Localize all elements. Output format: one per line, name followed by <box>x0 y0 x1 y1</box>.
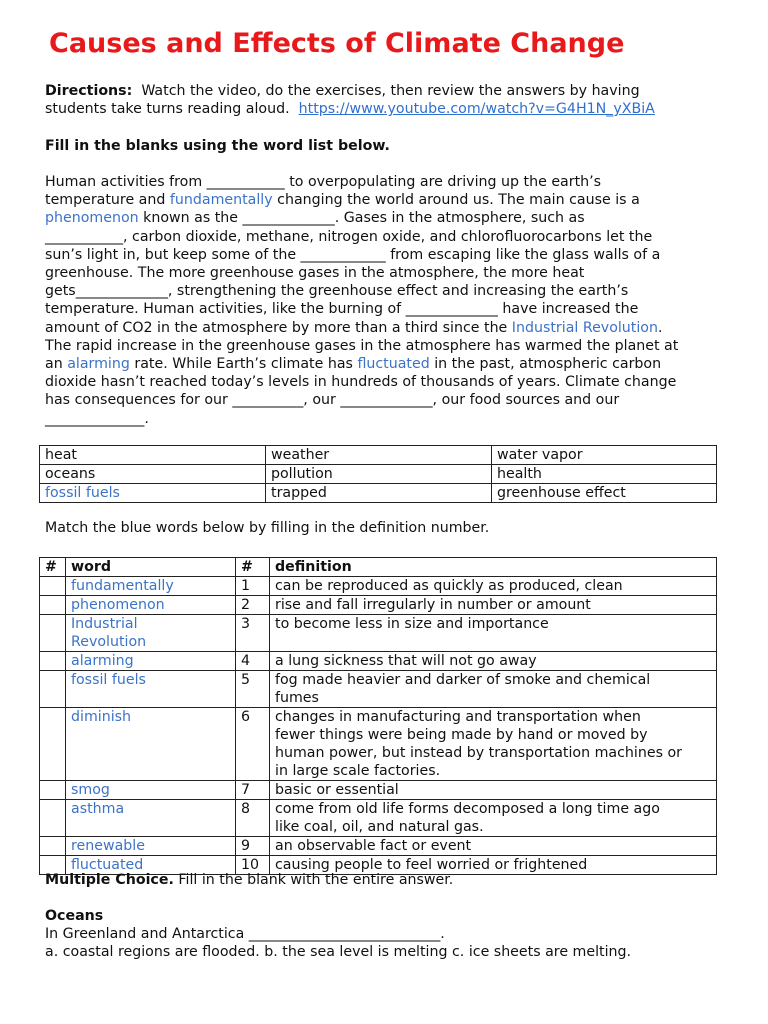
word-cell <box>66 800 236 837</box>
definition-row <box>40 577 717 596</box>
vocab-word: phenomenon <box>71 597 165 613</box>
passage-text: ______________. <box>45 410 149 427</box>
definition-text <box>270 652 717 671</box>
header-number: # <box>40 558 66 577</box>
definition-number: 9 <box>236 837 270 856</box>
definition-text <box>270 781 717 800</box>
word-list-cell: fossil fuels <box>40 484 266 503</box>
vocab-word: phenomenon <box>45 210 139 227</box>
video-link[interactable]: https://www.youtube.com/watch?v=G4H1N_yXBiA <box>298 101 655 118</box>
answer-number-cell[interactable] <box>40 671 66 708</box>
definition-number: 1 <box>236 577 270 596</box>
definition-table-header <box>40 558 717 577</box>
vocab-word: asthma <box>71 801 125 817</box>
definition-row <box>40 671 717 708</box>
definition-table <box>39 557 717 875</box>
passage-line <box>45 300 735 318</box>
vocab-word: alarming <box>71 653 134 669</box>
definition-number: 2 <box>236 596 270 615</box>
answer-number-cell[interactable] <box>40 837 66 856</box>
passage-text: an <box>45 356 68 373</box>
definition-row <box>40 708 717 781</box>
vocab-word: fossil fuels <box>71 672 146 688</box>
word-cell <box>66 781 236 800</box>
word-cell <box>66 671 236 708</box>
header-def-number: # <box>236 558 270 577</box>
directions <box>45 82 745 118</box>
definition-line: rise and fall irregularly in number or amount <box>275 597 591 613</box>
multiple-choice-heading <box>45 871 453 889</box>
passage-line <box>45 191 735 209</box>
definition-number: 4 <box>236 652 270 671</box>
passage-text: temperature. Human activities, like the burning of _____________ have increased the <box>45 301 639 318</box>
question-title: Oceans <box>45 908 104 924</box>
word-cell <box>66 708 236 781</box>
word-list-cell: heat <box>40 446 266 465</box>
passage-text: amount of CO2 in the atmosphere by more than a third since the <box>45 319 512 336</box>
definition-line: changes in manufacturing and transportation when <box>275 709 641 725</box>
definition-text <box>270 671 717 708</box>
passage-line <box>45 319 735 337</box>
word-cell <box>66 615 236 652</box>
header-definition: definition <box>270 558 717 577</box>
word-cell <box>66 577 236 596</box>
vocab-word: Industrial Revolution <box>511 319 658 336</box>
definition-line: human power, but instead by transportation machines or <box>275 745 682 761</box>
vocab-word: Revolution <box>71 634 147 650</box>
passage-line <box>45 228 735 246</box>
definition-row <box>40 781 717 800</box>
definition-number: 8 <box>236 800 270 837</box>
passage-text: rate. While Earth’s climate has <box>129 356 358 373</box>
answer-number-cell[interactable] <box>40 800 66 837</box>
vocab-word: smog <box>71 782 110 798</box>
definition-row <box>40 652 717 671</box>
answer-number-cell[interactable] <box>40 708 66 781</box>
definition-number: 6 <box>236 708 270 781</box>
passage-text: . <box>657 319 663 336</box>
answer-number-cell[interactable] <box>40 615 66 652</box>
passage-text: dioxide hasn’t reached today’s levels in hundreds of thousands of years. Climate change <box>45 374 677 391</box>
fill-in-passage <box>45 173 735 428</box>
passage-text: temperature and <box>45 192 170 209</box>
definition-number: 5 <box>236 671 270 708</box>
passage-text: The rapid increase in the greenhouse gases in the atmosphere has warmed the planet at <box>45 337 679 354</box>
definition-line: fewer things were being made by hand or moved by <box>275 727 648 743</box>
passage-text: greenhouse. The more greenhouse gases in the atmosphere, the more heat <box>45 265 585 282</box>
fill-in-heading: Fill in the blanks using the word list below. <box>45 138 390 154</box>
definition-text <box>270 708 717 781</box>
vocab-word: fluctuated <box>71 857 144 873</box>
passage-text: has consequences for our __________, our _____________, our food sources and our <box>45 392 620 409</box>
directions-label: Directions: <box>45 83 133 99</box>
passage-text: gets_____________, strengthening the greenhouse effect and increasing the earth’s <box>45 283 629 300</box>
multiple-choice-label: Multiple Choice. <box>45 872 174 888</box>
passage-line <box>45 173 735 191</box>
definition-line: can be reproduced as quickly as produced, clean <box>275 578 623 594</box>
vocab-word: fundamentally <box>169 192 273 209</box>
definition-number: 7 <box>236 781 270 800</box>
definition-line: come from old life forms decomposed a long time ago <box>275 801 660 817</box>
answer-number-cell[interactable] <box>40 652 66 671</box>
definition-text <box>270 837 717 856</box>
definition-text <box>270 615 717 652</box>
passage-line <box>45 337 735 355</box>
vocab-word: Industrial <box>71 616 138 632</box>
word-list-cell: health <box>492 465 717 484</box>
definition-number: 3 <box>236 615 270 652</box>
directions-text: Watch the video, do the exercises, then review the answers by having <box>141 83 640 99</box>
question-text: In Greenland and Antarctica ___________________________. <box>45 926 445 942</box>
definition-number: 10 <box>236 856 270 875</box>
passage-text: ___________, carbon dioxide, methane, nitrogen oxide, and chlorofluorocarbons let the <box>45 228 653 245</box>
word-list-cell: pollution <box>266 465 492 484</box>
vocab-word: renewable <box>71 838 145 854</box>
passage-text: Human activities from ___________ to overpopulating are driving up the earth’s <box>45 174 602 190</box>
word-list-row <box>40 446 717 465</box>
vocab-word: fluctuated <box>357 356 430 373</box>
passage-line <box>45 264 735 282</box>
directions-text-2: students take turns reading aloud. <box>45 101 290 118</box>
passage-line <box>45 282 735 300</box>
vocab-word: alarming <box>67 356 130 373</box>
word-list-cell: weather <box>266 446 492 465</box>
definition-line: to become less in size and importance <box>275 616 549 632</box>
question-choices: a. coastal regions are flooded. b. the sea level is melting c. ice sheets are melting. <box>45 944 632 960</box>
passage-text: changing the world around us. The main cause is a <box>272 192 640 209</box>
definition-line: a lung sickness that will not go away <box>275 653 537 669</box>
definition-row <box>40 615 717 652</box>
word-list-cell: water vapor <box>492 446 717 465</box>
answer-number-cell[interactable] <box>40 781 66 800</box>
passage-text: known as the _____________. Gases in the atmosphere, such as <box>138 210 585 227</box>
passage-line <box>45 410 735 428</box>
passage-line <box>45 209 735 227</box>
word-list-cell: oceans <box>40 465 266 484</box>
definition-line: in large scale factories. <box>275 763 441 779</box>
definition-row <box>40 800 717 837</box>
passage-text: sun’s light in, but keep some of the ____________ from escaping like the glass walls of a <box>45 246 661 263</box>
definition-line: fumes <box>275 690 319 706</box>
definition-text <box>270 577 717 596</box>
definition-line: basic or essential <box>275 782 399 798</box>
passage-line <box>45 391 735 409</box>
word-list-cell: greenhouse effect <box>492 484 717 503</box>
vocab-word: diminish <box>71 709 132 725</box>
passage-line <box>45 246 735 264</box>
word-list-cell: trapped <box>266 484 492 503</box>
passage-line <box>45 373 735 391</box>
definition-line: causing people to feel worried or frightened <box>275 857 588 873</box>
match-instructions: Match the blue words below by filling in the definition number. <box>45 520 490 536</box>
word-list-table <box>39 445 717 503</box>
vocab-word: fundamentally <box>71 578 174 594</box>
word-cell <box>66 652 236 671</box>
definition-row <box>40 596 717 615</box>
header-word: word <box>66 558 236 577</box>
multiple-choice-text: Fill in the blank with the entire answer. <box>178 872 454 888</box>
answer-number-cell[interactable] <box>40 596 66 615</box>
definition-line: an observable fact or event <box>275 838 472 854</box>
word-list-row <box>40 465 717 484</box>
definition-line: like coal, oil, and natural gas. <box>275 819 484 835</box>
answer-number-cell[interactable] <box>40 577 66 596</box>
definition-text <box>270 800 717 837</box>
definition-line: fog made heavier and darker of smoke and chemical <box>275 672 651 688</box>
page-title: Causes and Effects of Climate Change <box>49 28 625 59</box>
passage-line <box>45 355 735 373</box>
word-cell <box>66 837 236 856</box>
word-cell <box>66 596 236 615</box>
definition-text <box>270 596 717 615</box>
word-list-row <box>40 484 717 503</box>
definition-row <box>40 837 717 856</box>
passage-text: in the past, atmospheric carbon <box>429 356 662 373</box>
